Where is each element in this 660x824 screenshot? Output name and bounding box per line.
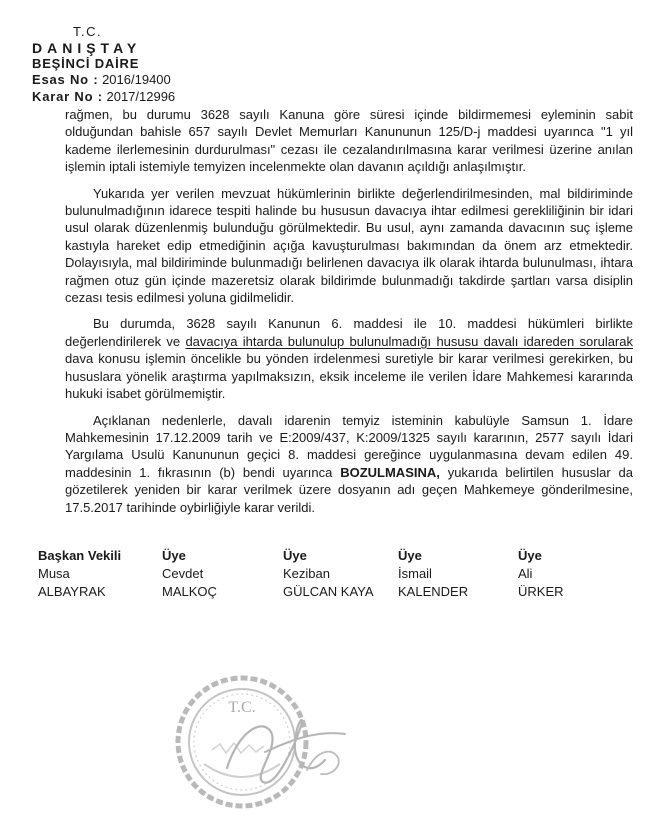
signatory-first-name: Musa [38,566,70,581]
decision-number-label: Karar No : [32,89,103,104]
signatory-first-name: İsmail [398,566,432,581]
signatory-role: Üye [162,548,186,563]
handwritten-signature-icon [205,690,355,800]
signatory [398,547,528,601]
case-number [32,72,171,87]
signature-block [38,547,638,607]
signatory-last-name: ALBAYRAK [38,584,106,599]
seal-text: T.C. [228,699,256,716]
signatory-last-name: ÜRKER [518,584,564,599]
ruling-keyword: BOZULMASINA, [340,464,440,480]
court-name: DANIŞTAY [32,40,142,56]
signatory [518,547,648,601]
signatory [283,547,413,601]
paragraph-3-text-b: dava konusu işlemin öncelikle bu yönden irdelenmesi suretiyle bir karar verilmesi gerekirken, bu hususlara yönelik araştırma yapılmaksızın, eksik inceleme ile verilen İdare Mahkemesi kararında hukuki isabet görülmemiştir. [65,351,633,402]
department-name: BEŞİNCİ DAİRE [32,56,140,71]
signatory [38,547,168,601]
paragraph-3-text-a: Bu durumda, 3628 sayılı Kanunun 6. maddesi ile 10. maddesi hükümleri birlikte değerlendirilerek ve [65,316,633,349]
signatory-first-name: Cevdet [162,566,204,581]
case-number-label: Esas No : [32,72,99,87]
decision-number [32,89,175,104]
underlined-phrase: davacıya ihtarda bulunulup bulunulmadığı hususu davalı idareden sorularak [185,333,633,349]
signatory-last-name: KALENDER [398,584,469,599]
document-header [0,0,660,120]
paragraph-4 [65,412,633,516]
signatory-role: Üye [518,548,542,563]
case-number-value: 2016/19400 [102,72,171,87]
decision-body [65,106,633,525]
signatory [162,547,292,601]
paragraph-2: Yukarıda yer verilen mevzuat hükümlerinin birlikte değerlendirilmesinden, mal bildiriminde bulunulmadığının idarece tespiti halinde bu hususun davacıya ihtar edilmesi gerekliliğinin bir idari usul olarak düzenlenmiş bulunduğu görülmektedir. Bu usul, aynı zamanda davacının suç işleme kastıyla hareket edip etmediğinin açığa kavuşturulması bakımından da önem arz etmektedir. Dolayısıyla, mal bildiriminde bulunmadığı belirlenen davacıya ilk olarak ihtarda bulunulması, ihtara rağmen otuz gün içinde mazeretsiz olarak bildirimde bulunmadığı takdirde şartları varsa disiplin cezası tesis edilmesi yoluna gidilmelidir. [65,185,633,306]
state-abbreviation: T.C. [73,24,103,39]
paragraph-4-text-a: Açıklanan nedenlerle, davalı idarenin temyiz isteminin kabulüyle Samsun 1. İdare Mahkemesinin 17.12.2009 tarih ve E:2009/437, K:2009/1325 sayılı kararının, 2577 sayılı İdari Yargılama Usulü Kanununun geçici 8. maddesi gereğince uygulanmasına devam edilen 49. maddesinin 1. fıkrasının (b) bendi uyarınca [65,412,633,480]
signatory-first-name: Keziban [283,566,330,581]
paragraph-3 [65,315,633,402]
decision-number-value: 2017/12996 [106,89,176,104]
signatory-role: Üye [283,548,307,563]
signatory-role: Başkan Vekili [38,548,122,563]
signatory-last-name: MALKOÇ [162,584,217,599]
paragraph-4-text-b: yukarıda belirtilen hususlar da gözetilerek yeniden bir karar verilmek üzere dosyanın adı geçen Mahkemeye gönderilmesine, 17.5.2017 tarihinde oybirliğiyle karar verildi. [65,464,633,515]
paragraph-1: rağmen, bu durumu 3628 sayılı Kanuna göre süresi içinde bildirmemesi eyleminin sabit olduğundan bahisle 657 sayılı Devlet Memurları Kanununun 125/D-j maddesi uyarınca "1 yıl kademe ilerlemesinin durdurulması" cezası ile cezalandırılmasına karar verilmesi üzerine anılan işlemin iptali istemiyle temyizen incelenmekte olan davanın açıldığı anlaşılmıştır. [65,107,633,175]
signatory-role: Üye [398,548,422,563]
signatory-last-name: GÜLCAN KAYA [283,584,374,599]
signatory-first-name: Ali [518,566,533,581]
